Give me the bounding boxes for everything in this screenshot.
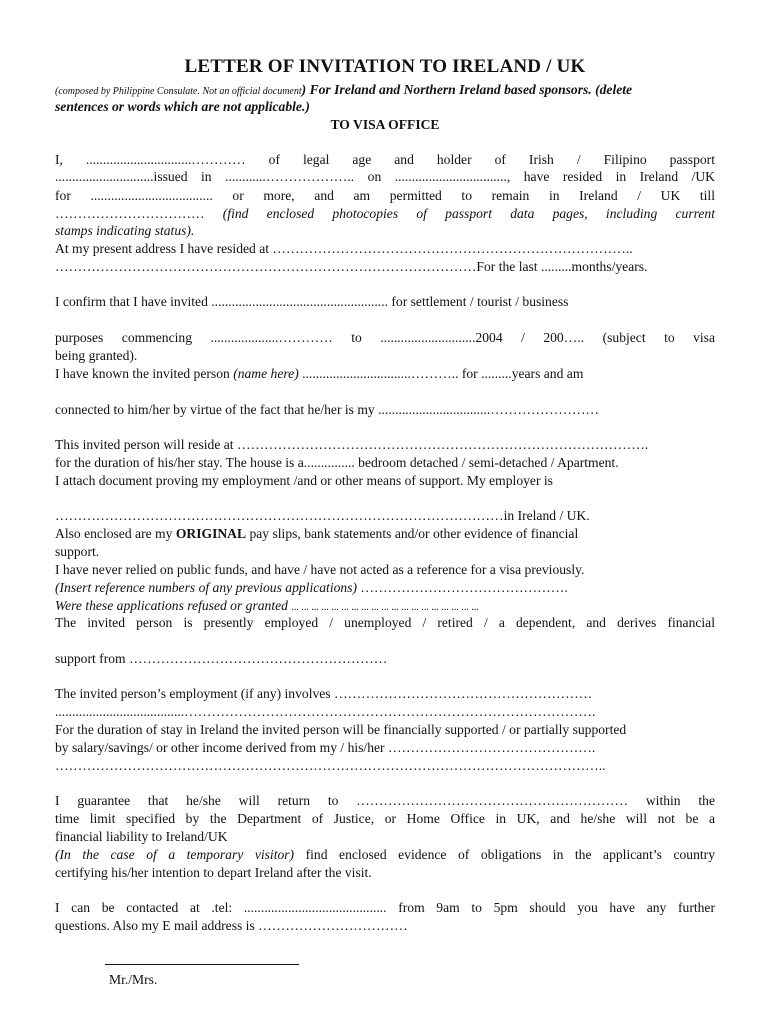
original-emphasis: ORIGINAL xyxy=(175,526,247,541)
payslips-text: pay slips, bank statements and/or other evidence of financial xyxy=(246,526,579,541)
known-person-text: I have known the invited person xyxy=(55,366,234,381)
line-income-derived: by salary/savings/ or other income derived from my / his/her ………………………………………. xyxy=(55,740,596,755)
reference-numbers-note: (Insert reference numbers of any previous applications) xyxy=(55,580,361,595)
subtitle-line-2: sentences or words which are not applicable.) xyxy=(55,99,310,114)
composition-note: (composed by Philippine Consulate. Not an official document xyxy=(55,86,302,97)
line-known-person xyxy=(55,365,715,382)
line-employment-blank: ......................................………………………………………………………………………………. xyxy=(55,704,596,719)
line-employment-proof: I attach document proving my employment /and or other means of support. My employer is xyxy=(55,473,553,488)
applications-outcome-note: Were these applications refused or granted xyxy=(55,598,292,613)
photocopies-note: (find enclosed photocopies of passport data pages, including current xyxy=(222,206,715,221)
signatory-title: Mr./Mrs. xyxy=(109,972,158,987)
line-connection: connected to him/her by virtue of the fact that he/her is my .................................…………………… xyxy=(55,402,600,417)
line-present-address: At my present address I have resided at …………………………………………………………………….. xyxy=(55,241,633,256)
line-commencing-dates: purposes commencing ....................………… to ............................2004 / 200….. (subject to visa xyxy=(55,330,715,345)
obligations-text: find enclosed evidence of obligations in the applicant’s country xyxy=(294,847,715,862)
signature-line xyxy=(105,964,299,965)
line-employment-involves: The invited person’s employment (if any) involves ………………………………………………… xyxy=(55,686,593,701)
line-contact-tel: I can be contacted at .tel: .......................................... from 9am to 5pm should you have any further xyxy=(55,900,715,915)
line-reference-numbers xyxy=(55,579,715,596)
line-identity: I, ...............................………… of legal age and holder of Irish / Filipino passport xyxy=(55,152,715,167)
sponsor-note: ) For Ireland and Northern Ireland based sponsors. (delete xyxy=(301,82,633,97)
line-temporary-visitor xyxy=(55,846,715,863)
line-employment-status: The invited person is presently employed / unemployed / retired / a dependent, and derives financial xyxy=(55,615,715,630)
reference-numbers-blank: ………………………………………. xyxy=(360,580,568,595)
line-financial-liability: financial liability to Ireland/UK xyxy=(55,829,228,844)
line-support-from: support from ………………………………………………… xyxy=(55,651,388,666)
until-date-blank: …………………………… xyxy=(55,206,223,221)
line-employer-location: ………………………………………………………………………………………in Ireland / UK. xyxy=(55,508,590,523)
line-intention-depart: certifying his/her intention to depart Ireland after the visit. xyxy=(55,865,372,880)
line-email-address: questions. Also my E mail address is …………………………… xyxy=(55,918,408,933)
line-original-payslips xyxy=(55,525,715,542)
enclosed-text: Also enclosed are my xyxy=(55,526,176,541)
applications-outcome-blank: ... ... ... ... ... ... ... ... ... ... ... ... ... ... ... ... ... ... ... xyxy=(291,602,479,613)
line-invited-purpose: I confirm that I have invited .................................................... for settlement / tourist / business xyxy=(55,294,569,309)
line-being-granted: being granted). xyxy=(55,348,138,363)
visa-office-heading: TO VISA OFFICE xyxy=(330,117,440,132)
document-title: LETTER OF INVITATION TO IRELAND / UK xyxy=(184,56,586,77)
line-financial-support: For the duration of stay in Ireland the invited person will be financially supported / or partially supported xyxy=(55,722,627,737)
line-reside-at: This invited person will reside at ………………………………………………………………………………. xyxy=(55,437,649,452)
letter-page xyxy=(55,0,715,1024)
known-years-text: ................................……….. for .........years and am xyxy=(298,366,584,381)
name-here-note: (name here) xyxy=(233,366,299,381)
line-permitted-until xyxy=(55,205,715,222)
line-support: support. xyxy=(55,544,100,559)
line-public-funds: I have never relied on public funds, and have / have not acted as a reference for a visa previously. xyxy=(55,562,585,577)
line-residence-period: …………………………………………………………………………………For the last .........months/years. xyxy=(55,259,648,274)
line-passport-issued: .............................issued in ............……………….. on ................................., have resided in Ireland /UK xyxy=(55,169,715,184)
line-time-limit: time limit specified by the Department of Justice, or Home Office in UK, and he/she will not be a xyxy=(55,811,715,826)
line-resided-duration: for .................................... or more, and am permitted to remain in Ireland / UK till xyxy=(55,188,715,203)
line-guarantee-return: I guarantee that he/she will return to …………………………………………………… within the xyxy=(55,793,715,808)
line-stamps-status: stamps indicating status). xyxy=(55,223,195,238)
temporary-visitor-note: (In the case of a temporary visitor) xyxy=(55,847,295,862)
line-house-type: for the duration of his/her stay. The house is a............... bedroom detached / semi-detached / Apartment. xyxy=(55,455,619,470)
line-income-blank: ………………………………………………………………………………………………………….. xyxy=(55,758,606,773)
